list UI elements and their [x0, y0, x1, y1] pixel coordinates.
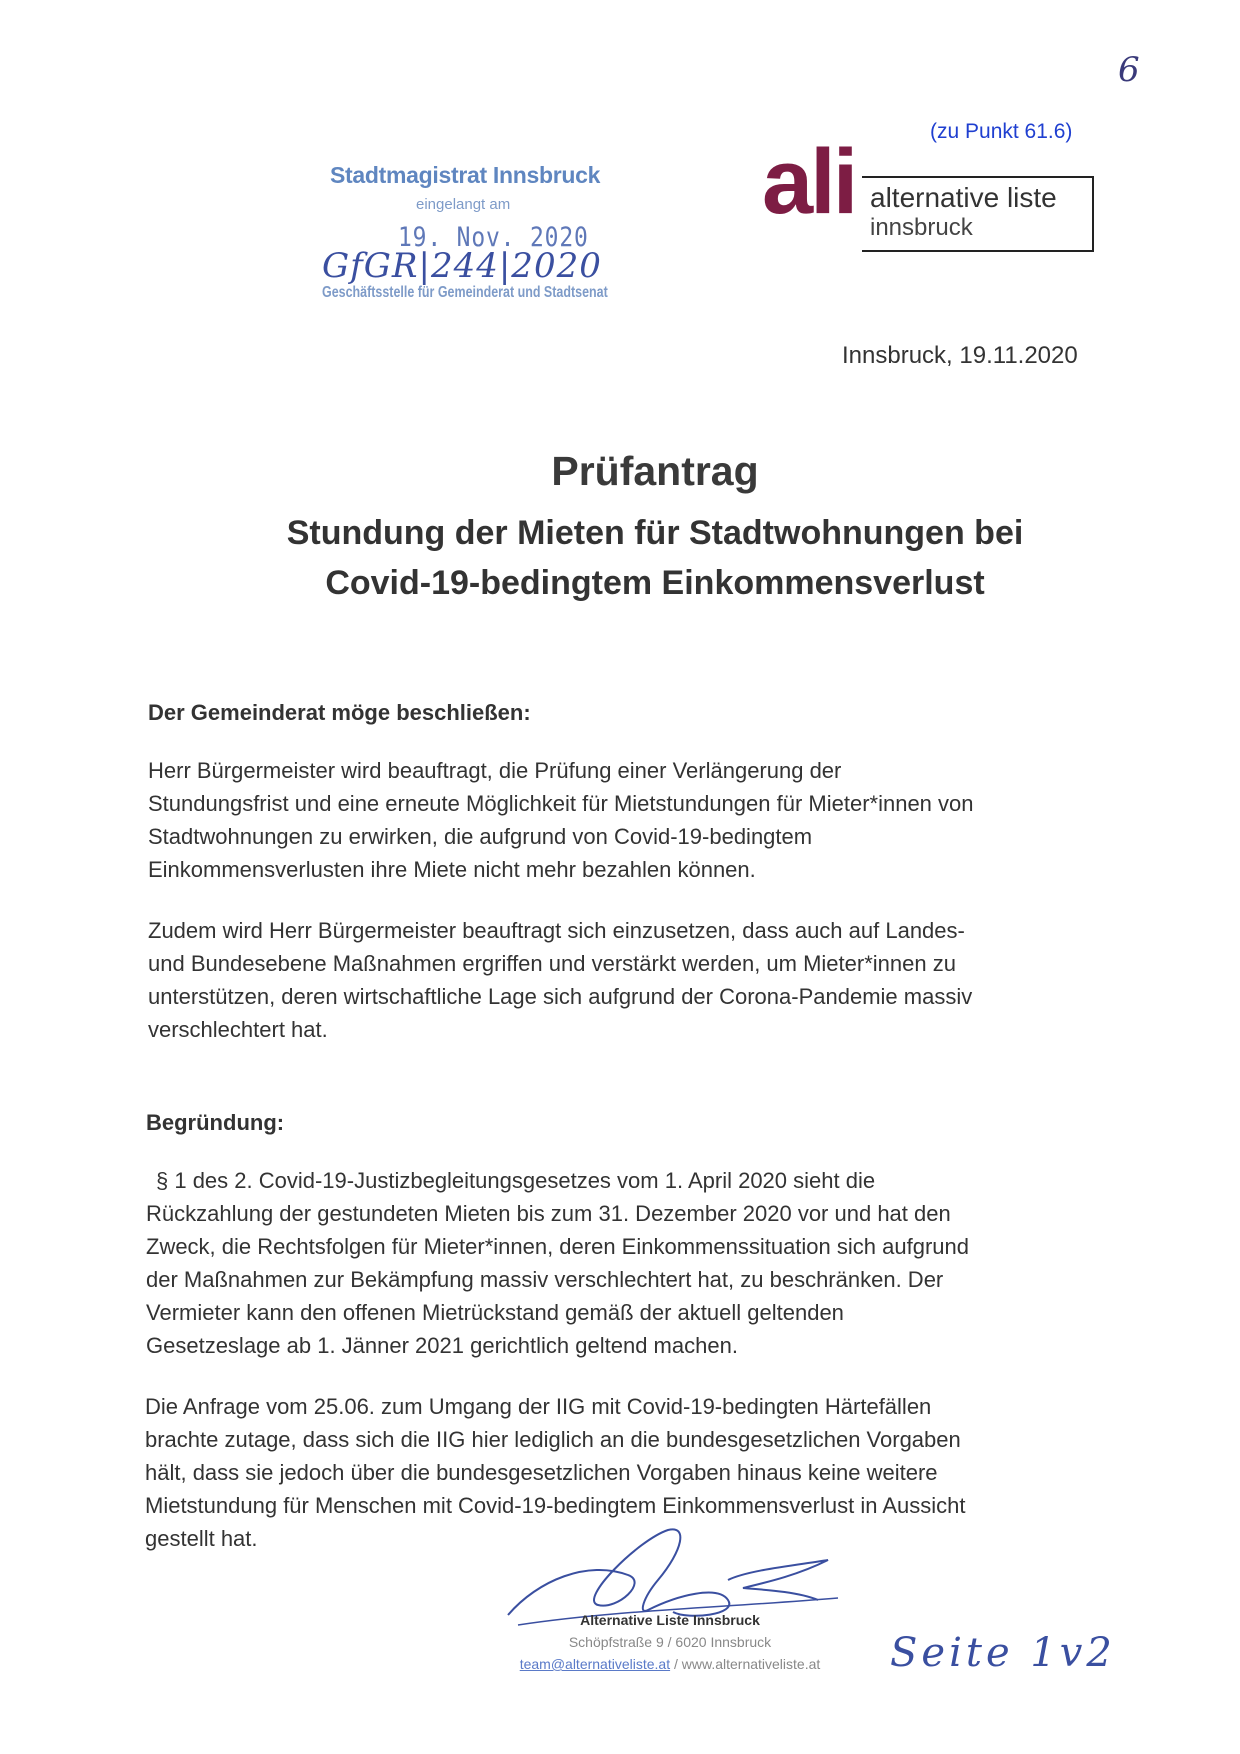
text-line: Rückzahlung der gestundeten Mieten bis zum 31. Dezember 2020 vor und hat den: [146, 1201, 951, 1226]
stamp-title: Stadtmagistrat Innsbruck: [330, 162, 601, 188]
sender-address: Schöpfstraße 9 / 6020 Innsbruck: [568, 1634, 772, 1650]
text-line: Mietstundung für Menschen mit Covid-19-bedingtem Einkommensverlust in Aussicht: [145, 1493, 966, 1518]
sender-contact: [460, 1656, 880, 1672]
document-subtitle: [200, 508, 1110, 608]
motion-paragraph-1: [148, 754, 1088, 886]
text-line: Zweck, die Rechtsfolgen für Mieter*innen, deren Einkommenssituation sich aufgrund: [146, 1234, 969, 1259]
stamp-office: Geschäftsstelle für Gemeinderat und Stadtsenat: [322, 284, 608, 301]
document-date: Innsbruck, 19.11.2020: [842, 342, 1078, 369]
motion-heading: Der Gemeinderat möge beschließen:: [148, 700, 531, 725]
stamp-handwritten-reference: GfGR|244|2020: [322, 246, 602, 286]
reason-paragraph-1: [146, 1164, 1086, 1362]
text-line: Stundungsfrist und eine erneute Möglichkeit für Mietstundungen für Mieter*innen von: [148, 791, 974, 816]
text-line: gestellt hat.: [145, 1526, 258, 1551]
text-line: § 1 des 2. Covid-19-Justizbegleitungsgesetzes vom 1. April 2020 sieht die: [156, 1168, 876, 1193]
agenda-reference: (zu Punkt 61.6): [930, 120, 1073, 143]
reason-heading: Begründung:: [146, 1110, 285, 1135]
receipt-stamp: [318, 160, 638, 310]
page-number-handwritten: 6: [1118, 50, 1140, 90]
text-line: und Bundesebene Maßnahmen ergriffen und verstärkt werden, um Mieter*innen zu: [148, 951, 956, 976]
sender-email-link[interactable]: team@alternativeliste.at: [519, 1656, 671, 1672]
logo-line-2: innsbruck: [870, 214, 973, 241]
sender-name: Alternative Liste Innsbruck: [580, 1612, 760, 1628]
text-line: Zudem wird Herr Bürgermeister beauftragt sich einzusetzen, dass auch auf Landes-: [148, 918, 965, 943]
text-line: Einkommensverlusten ihre Miete nicht mehr bezahlen können.: [148, 857, 756, 882]
contact-separator: /: [670, 1656, 682, 1672]
text-line: der Maßnahmen zur Bekämpfung massiv verschlechtert hat, zu beschränken. Der: [146, 1267, 944, 1292]
signature-block: [500, 1530, 860, 1690]
text-line: verschlechtert hat.: [148, 1017, 328, 1042]
stamp-date: 19. Nov. 2020: [398, 222, 589, 253]
motion-paragraph-2: [148, 914, 1088, 1046]
text-line: Gesetzeslage ab 1. Jänner 2021 gerichtlich geltend machen.: [146, 1333, 738, 1358]
text-line: Stadtwohnungen zu erwirken, die aufgrund von Covid-19-bedingtem: [148, 824, 813, 849]
sender-website[interactable]: www.alternativeliste.at: [681, 1656, 821, 1672]
text-line: brachte zutage, dass sich die IIG hier lediglich an die bundesgesetzlichen Vorgaben: [145, 1427, 961, 1452]
subtitle-line: Stundung der Mieten für Stadtwohnungen bei: [286, 514, 1024, 552]
logo-line-1: alternative liste: [870, 182, 1057, 213]
stamp-received-label: eingelangt am: [416, 196, 511, 213]
text-line: hält, dass sie jedoch über die bundesgesetzlichen Vorgaben hinaus keine weitere: [145, 1460, 938, 1485]
page-note-handwritten: Seite 1v2: [890, 1630, 1116, 1676]
text-line: unterstützen, deren wirtschaftliche Lage sich aufgrund der Corona-Pandemie massiv: [148, 984, 973, 1009]
subtitle-line: Covid-19-bedingtem Einkommensverlust: [325, 564, 985, 602]
text-line: Vermieter kann den offenen Mietrückstand gemäß der aktuell geltenden: [146, 1300, 844, 1325]
text-line: Herr Bürgermeister wird beauftragt, die Prüfung einer Verlängerung der: [148, 758, 842, 783]
text-line: Die Anfrage vom 25.06. zum Umgang der IIG mit Covid-19-bedingten Härtefällen: [145, 1394, 932, 1419]
logo-mark: ali: [762, 131, 856, 233]
document-title: Prüfantrag: [551, 448, 759, 494]
